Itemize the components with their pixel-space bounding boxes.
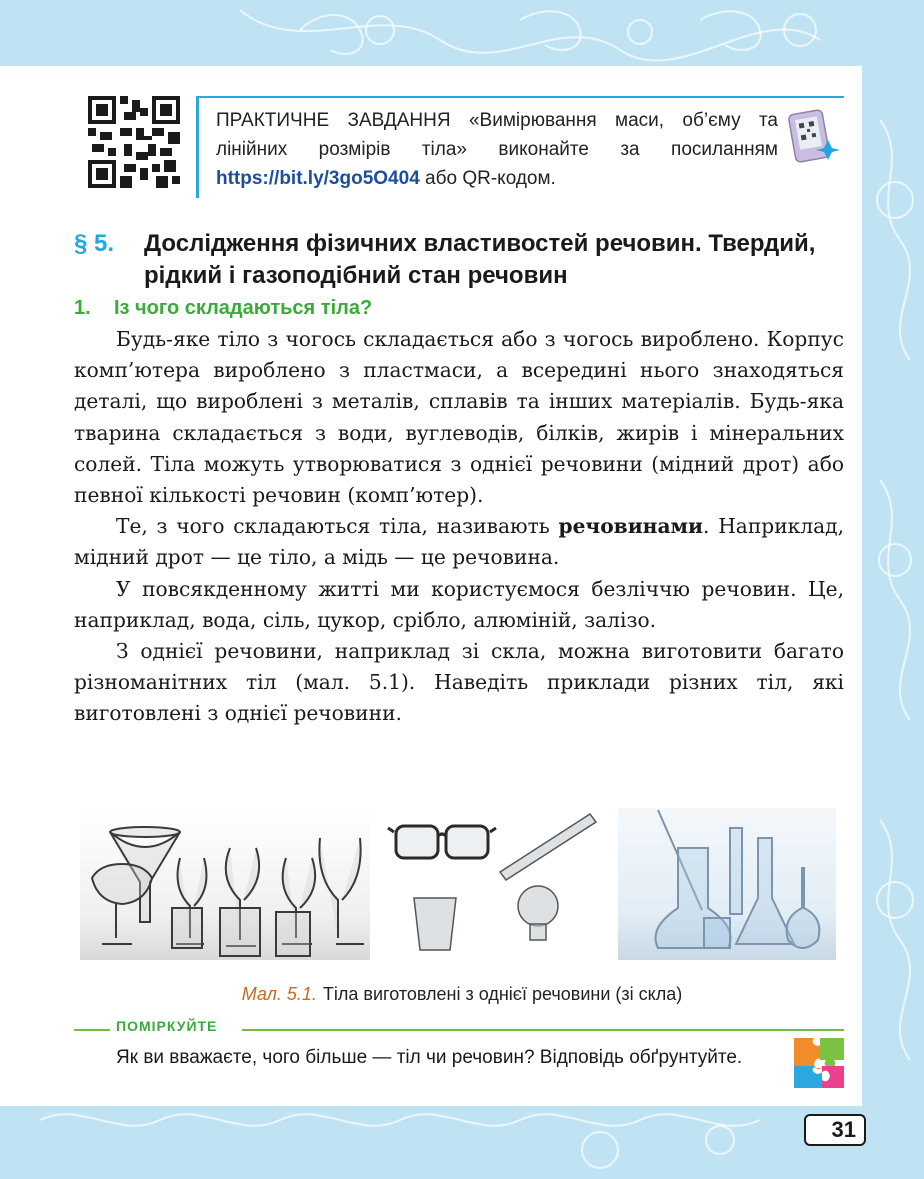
phone-qr-scan-icon (786, 104, 846, 164)
think-divider-left (74, 1029, 110, 1031)
practical-task-text (216, 106, 778, 193)
think-label: ПОМІРКУЙТЕ (116, 1018, 218, 1034)
figure-label: Мал. 5.1. (241, 984, 317, 1004)
term-substances: речовинами (558, 514, 704, 539)
body-paragraph-4: З однієї речовини, наприклад зі скла, можна виготовити багато різноманітних тіл (мал. 5.1). Наведіть приклади різних тіл, які виготовлені з однієї речовини. (74, 639, 844, 726)
section-title: Із чого складаються тіла? (114, 297, 373, 319)
body-paragraph-2: Те, з чого складаються тіла, називають речовинами. Наприклад, мідний дрот — це тіло, а мідь — це речовина. (74, 514, 844, 570)
think-question (74, 1043, 780, 1073)
paragraph-title: Дослідження фізичних властивостей речовин. Твердий, рідкий і газоподібний стан речовин (144, 230, 816, 289)
practical-task-link[interactable]: https://bit.ly/3go5O404 (216, 168, 420, 189)
think-question-text: Як ви вважаєте, чого більше — тіл чи речовин? Відповідь обґрунтуйте. (116, 1047, 743, 1068)
puzzle-icon (792, 1036, 846, 1090)
body-paragraph-3: У повсякденному житті ми користуємося безліччю речовин. Це, наприклад, вода, сіль, цукор, срібло, алюміній, залізо. (74, 576, 844, 632)
photo-glass-objects (384, 808, 606, 960)
figure-caption (0, 984, 924, 1005)
qr-code[interactable] (88, 96, 180, 188)
practical-task-heading: ПРАКТИЧНЕ ЗАВДАННЯ (216, 110, 451, 131)
section-number: 1. (74, 297, 91, 319)
think-divider-right (242, 1029, 844, 1031)
photo-glassware-wine-glasses (80, 808, 370, 960)
practical-task-tail: або QR-кодом. (425, 168, 556, 189)
photo-lab-glassware (618, 808, 836, 960)
practical-task-description: «Вимірювання маси, об’єму та лінійних розмірів тіла» виконайте за посиланням (216, 110, 778, 160)
paragraph-number: § 5. (74, 230, 115, 257)
figure-caption-text: Тіла виготовлені з однієї речовини (зі скла) (322, 984, 683, 1004)
page-number: 31 (804, 1114, 866, 1146)
task-box-top-border (196, 96, 844, 98)
body-text (74, 324, 844, 730)
task-box-left-border (196, 96, 199, 198)
section-heading (74, 297, 372, 320)
body-paragraph-1: Будь-яке тіло з чогось складається або з чогось вироблено. Корпус комп’ютера вироблено з пластмаси, а всередині нього знаходяться деталі, що вироблені з металів, сплавів та інших матеріалів. Будь-яка тварина складається з води, вуглеводів, білків, жирів і мінеральних солей. Тіла можуть утворюватися з однієї речовини (мідний дрот) або певної кількості речовин (комп’ютер). (74, 327, 844, 508)
